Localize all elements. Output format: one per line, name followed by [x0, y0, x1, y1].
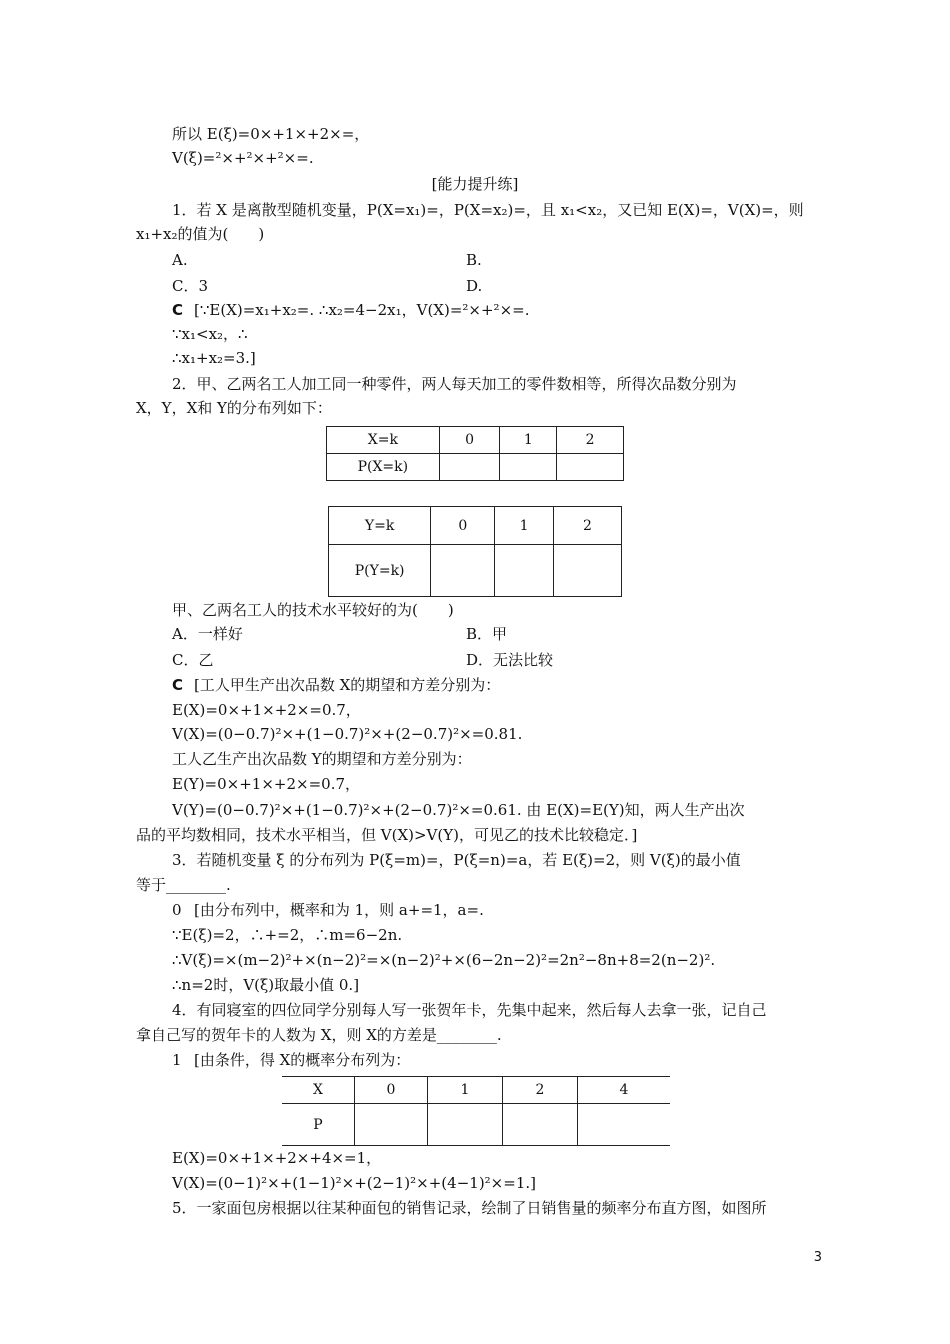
- answer-text: [由条件，得 X的概率分布列为：: [194, 1051, 411, 1069]
- table-cell: [495, 545, 553, 597]
- table-cell: 1: [495, 507, 553, 545]
- table-cell: 1: [500, 427, 557, 454]
- answer-text: ∴n=2时，V(ξ)取最小值 0.]: [172, 976, 360, 994]
- answer-text: V(X)=(0−1)²×+(1−1)²×+(2−1)²×+(4−1)²×=1.]: [172, 1174, 536, 1192]
- answer-text: V(X)=(0−0.7)²×+(1−0.7)²×+(2−0.7)²×=0.81.: [172, 725, 523, 743]
- answer-text: 工人乙生产出次品数 Y的期望和方差分别为：: [172, 750, 472, 768]
- text-line: V(ξ)=²×+²×+²×=.: [172, 149, 314, 167]
- option-a: A．一样好: [172, 625, 243, 643]
- section-heading: [能力提升练]: [431, 175, 519, 193]
- table-cell: P: [282, 1104, 355, 1146]
- question-4: 4．有同寝室的四位同学分别每人写一张贺年卡，先集中起来，然后每人去拿一张，记自己: [172, 1001, 767, 1019]
- text-line: 甲、乙两名工人的技术水平较好的为( ): [172, 601, 454, 619]
- table-cell: [431, 545, 495, 597]
- table-cell: [503, 1104, 578, 1146]
- table-cell: P(X=k): [327, 454, 440, 481]
- answer-text: E(X)=0×+1×+2×+4×=1，: [172, 1149, 382, 1167]
- table-cell: [557, 454, 624, 481]
- table-cell: Y=k: [329, 507, 431, 545]
- option-a: A.: [172, 251, 188, 269]
- table-cell: [428, 1104, 503, 1146]
- text-line: 拿自己写的贺年卡的人数为 X，则 X的方差是________.: [136, 1026, 502, 1044]
- table-cell: 0: [431, 507, 495, 545]
- answer-text: [工人甲生产出次品数 X的期望和方差分别为：: [194, 676, 501, 694]
- question-2: 2．甲、乙两名工人加工同一种零件，两人每天加工的零件数相等，所得次品数分别为: [172, 375, 737, 393]
- table-cell: 0: [439, 427, 500, 454]
- table-cell: 2: [557, 427, 624, 454]
- text-line: X，Y，X和 Y的分布列如下：: [136, 399, 332, 417]
- table-cell: [553, 545, 621, 597]
- option-b: B.: [466, 251, 482, 269]
- table-cell: [355, 1104, 428, 1146]
- answer-text: ∴x₁+x₂=3.]: [172, 349, 256, 367]
- table-cell: [578, 1104, 671, 1146]
- table-cell: 2: [553, 507, 621, 545]
- table-cell: [439, 454, 500, 481]
- table-cell: 4: [578, 1077, 671, 1104]
- answer-number: 0: [172, 901, 182, 919]
- option-d: D.: [466, 277, 483, 295]
- option-c: C．3: [172, 277, 209, 295]
- answer-text: E(Y)=0×+1×+2×=0.7，: [172, 775, 361, 793]
- answer-text: [由分布列中，概率和为 1，则 a+=1，a=.: [194, 901, 484, 919]
- answer-text: 品的平均数相同，技术水平相当，但 V(X)>V(Y)，可见乙的技术比较稳定．]: [136, 826, 638, 844]
- answer-number: 1: [172, 1051, 182, 1069]
- text-line: 所以 E(ξ)=0×+1×+2×=，: [172, 125, 370, 143]
- text-line: x₁+x₂的值为( ): [136, 225, 265, 243]
- table-cell: 1: [428, 1077, 503, 1104]
- table-cell: P(Y=k): [329, 545, 431, 597]
- distribution-table-x: [326, 426, 624, 481]
- text-line: 等于________.: [136, 876, 231, 894]
- question-3: 3．若随机变量 ξ 的分布列为 P(ξ=m)=，P(ξ=n)=a，若 E(ξ)=2，则 V(ξ)的最小值: [172, 851, 741, 869]
- question-1: 1．若 X 是离散型随机变量，P(X=x₁)=，P(X=x₂)=，且 x₁<x₂，又已知 E(X)=，V(X)=，则: [172, 201, 804, 219]
- answer-text: E(X)=0×+1×+2×=0.7，: [172, 701, 361, 719]
- answer-text: ∵E(ξ)=2，∴+=2，∴m=6−2n.: [172, 926, 403, 944]
- table-cell: 2: [503, 1077, 578, 1104]
- table-cell: 0: [355, 1077, 428, 1104]
- distribution-table-y: [328, 506, 622, 597]
- answer-text: ∴V(ξ)=×(m−2)²+×(n−2)²=×(n−2)²+×(6−2n−2)²=2n²−8n+8=2(n−2)².: [172, 951, 716, 969]
- option-d: D．无法比较: [466, 651, 554, 669]
- answer-letter: C: [172, 301, 184, 319]
- option-c: C．乙: [172, 651, 214, 669]
- table-cell: [500, 454, 557, 481]
- answer-text: V(Y)=(0−0.7)²×+(1−0.7)²×+(2−0.7)²×=0.61. 由 E(X)=E(Y)知，两人生产出次: [172, 801, 745, 819]
- answer-text: [∵E(X)=x₁+x₂=. ∴x₂=4−2x₁，V(X)=²×+²×=.: [194, 301, 530, 319]
- option-b: B．甲: [466, 625, 508, 643]
- answer-letter: C: [172, 676, 184, 694]
- table-cell: X: [282, 1077, 355, 1104]
- distribution-table-4: [282, 1076, 670, 1146]
- table-cell: X=k: [327, 427, 440, 454]
- page-number: 3: [813, 1250, 822, 1265]
- question-5: 5．一家面包房根据以往某种面包的销售记录，绘制了日销售量的频率分布直方图，如图所: [172, 1199, 767, 1217]
- answer-text: ∵x₁<x₂，∴: [172, 325, 248, 343]
